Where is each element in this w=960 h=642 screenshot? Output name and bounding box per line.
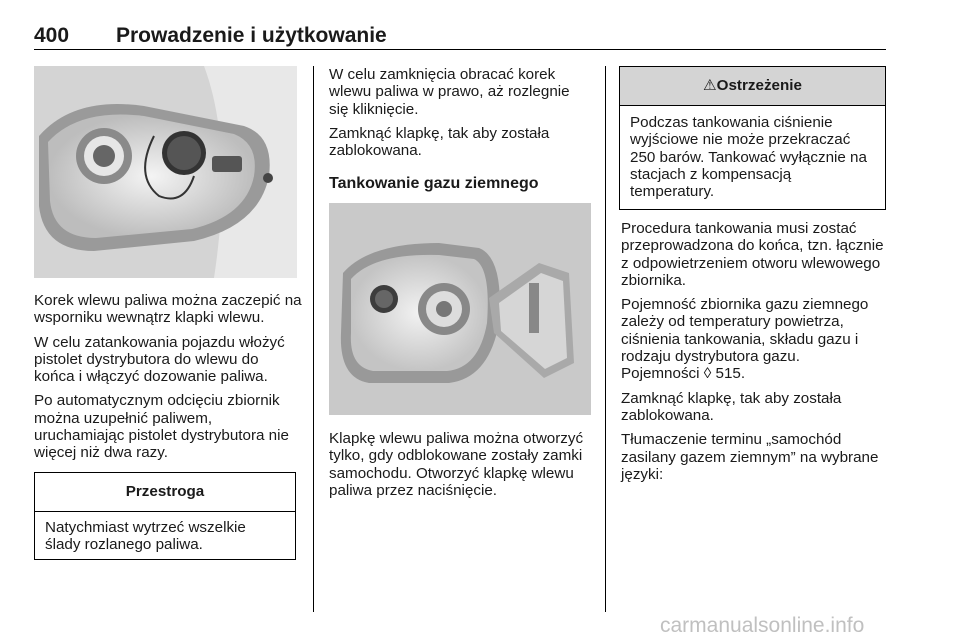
watermark: carmanualsonline.info — [660, 614, 865, 637]
paragraph-open-flap: Klapkę wlewu paliwa można otworzyć tylko, gdy odblokowane zostały zamki samochodu. Otworzyć klapkę wlewu paliwa przez naciśnięcie. — [329, 430, 584, 499]
paragraph-close-cap: W celu zamknięcia obracać korek wlewu paliwa w prawo, aż rozlegnie się kliknięcie. — [329, 66, 570, 118]
chapter-title: Prowadzenie i użytkowanie — [116, 24, 387, 47]
caution-box — [34, 472, 296, 560]
column-2-bottom-text — [329, 430, 599, 506]
paragraph-refuel: W celu zatankowania pojazdu włożyć pistolet dystrybutora do wlewu do końca i włączyć dozowanie paliwa. — [34, 333, 285, 386]
page-header — [34, 24, 886, 50]
warning-title-text: Ostrzeżenie — [716, 77, 802, 94]
warning-icon: ⚠ — [703, 77, 717, 94]
column-1-text — [34, 292, 302, 469]
section-heading: Tankowanie gazu ziemnego — [329, 175, 539, 192]
paragraph-close-flap-2: Zamknąć klapkę, tak aby została zablokowana. — [621, 389, 842, 424]
column-2-top-text — [329, 66, 591, 166]
paragraph-close-flap: Zamknąć klapkę, tak aby została zablokowana. — [329, 124, 550, 160]
header-rule — [34, 49, 886, 50]
paragraph-topup: Po automatycznym odcięciu zbiornik można uzupełnić paliwem, uruchamiając pistolet dystrybutora nie więcej niż dwa razy. — [34, 392, 289, 462]
capacity-ref-page[interactable]: 515. — [715, 365, 746, 383]
warning-title — [620, 67, 885, 106]
warning-body: Podczas tankowania ciśnienie wyjściowe nie może przekraczać 250 barów. Tankować wyłącznie na stacjach z kompensacją temperatury. — [630, 114, 867, 201]
column-divider-1 — [313, 66, 314, 612]
paragraph-capacity — [621, 296, 889, 382]
paragraph-cap-holder: Korek wlewu paliwa można zaczepić na wsporniku wewnątrz klapki wlewu. — [34, 292, 302, 327]
page-number: 400 — [34, 24, 70, 47]
column-3-text — [621, 220, 889, 490]
cng-filler-illustration — [329, 203, 591, 415]
paragraph-procedure: Procedura tankowania musi zostać przeprowadzona do końca, tzn. łącznie z odpowietrzeniem otworu wlewowego zbiornika. — [621, 220, 884, 289]
warning-box — [619, 66, 886, 210]
capacity-ref-label: Pojemności — [621, 365, 700, 383]
column-divider-2 — [605, 66, 606, 612]
caution-title: Przestroga — [35, 473, 295, 512]
paragraph-translation: Tłumaczenie terminu „samochód zasilany gazem ziemnym” na wybrane języki: — [621, 431, 879, 483]
page-reference-icon[interactable]: ◊ — [703, 365, 712, 383]
fuel-cap-illustration — [34, 66, 297, 278]
capacity-text: Pojemność zbiornika gazu ziemnego zależy od temperatury powietrza, ciśnienia tankowania, składu gazu i rodzaju dystrybutora gazu. — [621, 296, 869, 366]
caution-body: Natychmiast wytrzeć wszelkie ślady rozlanego paliwa. — [45, 519, 246, 554]
